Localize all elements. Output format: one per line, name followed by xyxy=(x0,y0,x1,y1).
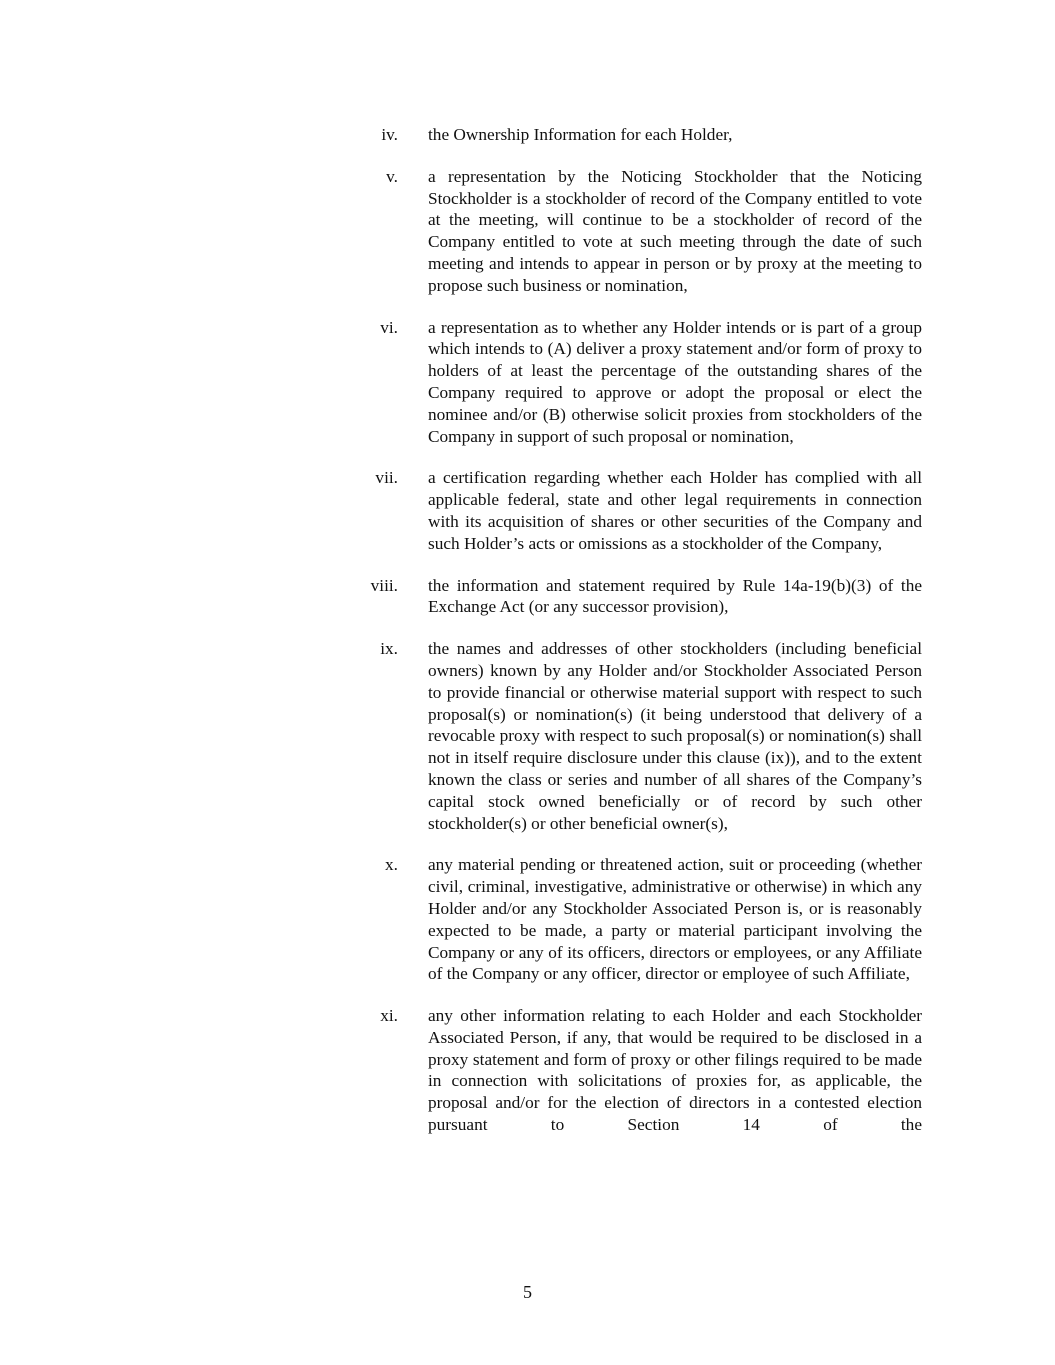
list-item-vii xyxy=(340,467,922,554)
list-item-text: a representation as to whether any Holder intends or is part of a group which intends to (A) deliver a proxy statement and/or form of proxy to holders of at least the percentage of the outstanding shares of the Company required to approve or adopt the proposal or elect the nominee and/or (B) otherwise solicit proxies from stockholders of the Company in support of such proposal or nomination, xyxy=(428,317,922,446)
list-item-text: a representation by the Noticing Stockholder that the Noticing Stockholder is a stockholder of record of the Company entitled to vote at the meeting, will continue to be a stockholder of record of the Company entitled to vote at such meeting through the date of such meeting and intends to appear in person or by proxy at the meeting to propose such business or nomination, xyxy=(428,166,922,295)
list-item-vi xyxy=(340,317,922,448)
list-item-viii xyxy=(340,575,922,619)
list-item-v xyxy=(340,166,922,297)
list-item-ix xyxy=(340,638,922,834)
list-numeral: vii. xyxy=(375,468,398,488)
list-item-xi xyxy=(340,1005,922,1136)
list-item-x xyxy=(340,854,922,985)
clause-list xyxy=(340,124,922,1156)
list-item-text: the information and statement required by Rule 14a-19(b)(3) of the Exchange Act (or any successor provision), xyxy=(428,575,922,617)
list-numeral: iv. xyxy=(381,125,398,144)
list-item-text: the Ownership Information for each Holder, xyxy=(428,125,733,144)
list-numeral: v. xyxy=(386,166,398,186)
list-numeral: x. xyxy=(385,855,398,875)
list-numeral: vi. xyxy=(380,317,398,337)
list-numeral: viii. xyxy=(370,575,398,595)
list-item-text: any material pending or threatened action, suit or proceeding (whether civil, criminal, investigative, administrative or otherwise) in which any Holder and/or any Stockholder Associated Person is, or is reasonably expected to be made, a party or material participant involving the Company or any of its officers, directors or employees, or any Affiliate of the Company or any officer, director or employee of such Affiliate, xyxy=(428,855,922,984)
list-item-text: any other information relating to each Holder and each Stockholder Associated Person, if any, that would be required to be disclosed in a proxy statement and form of proxy or other filings required to be made in connection with solicitations of proxies for, as applicable, the proposal and/or for the election of directors in a contested election pursuant to Section 14 of the xyxy=(428,1006,922,1135)
list-numeral: xi. xyxy=(380,1006,398,1026)
list-item-iv xyxy=(340,124,922,146)
list-item-text: the names and addresses of other stockholders (including beneficial owners) known by any Holder and/or Stockholder Associated Person to provide financial or otherwise material support with respect to such proposal(s) or nomination(s) (it being understood that delivery of a revocable proxy with respect to such proposal(s) or nomination(s) shall not in itself require disclosure under this clause (ix)), and to the extent known the class or series and number of all shares of the Company’s capital stock owned beneficially or of record by such other stockholder(s) or other beneficial owner(s), xyxy=(428,639,922,833)
list-numeral: ix. xyxy=(380,639,398,659)
page-number: 5 xyxy=(523,1282,532,1302)
list-item-text: a certification regarding whether each Holder has complied with all applicable federal, state and other legal requirements in connection with its acquisition of shares or other securities of the Company and such Holder’s acts or omissions as a stockholder of the Company, xyxy=(428,468,922,553)
